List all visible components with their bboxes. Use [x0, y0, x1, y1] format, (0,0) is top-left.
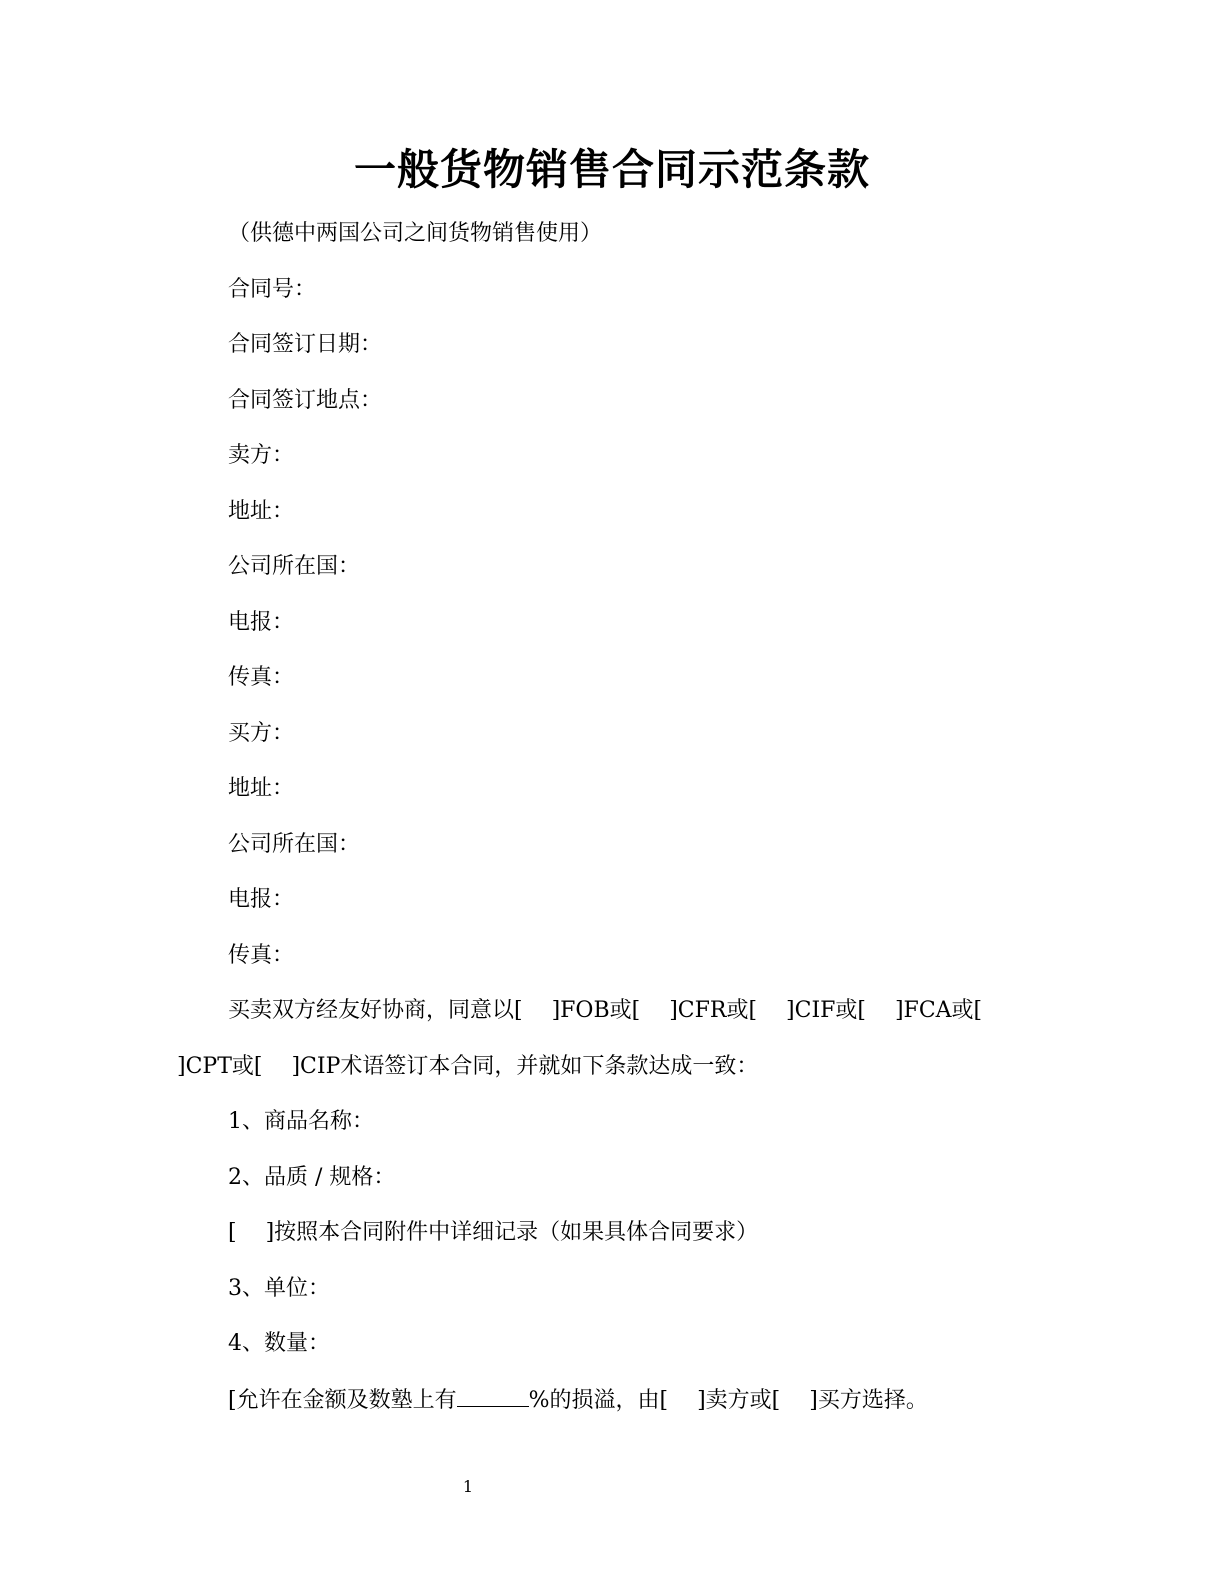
buyer-address-field: 地址： [228, 776, 295, 801]
seller-field: 卖方： [228, 443, 295, 468]
tolerance-clause [228, 1384, 928, 1417]
seller-fax-field: 传真： [228, 665, 295, 690]
document-subtitle: （供德中两国公司之间货物销售使用） [228, 221, 603, 246]
buyer-field: 买方： [228, 721, 295, 746]
document-title: 一般货物销售合同示范条款 [353, 145, 870, 194]
tolerance-text-after: %的损溢，由[ ]卖方或[ ]买方选择。 [528, 1388, 928, 1413]
tolerance-text-before: [允许在金额及数塾上有 [228, 1388, 457, 1413]
trade-terms-paragraph-line-1: 买卖双方经友好协商，同意以[ ]FOB或[ ]CFR或[ ]CIF或[ ]FCA或[ [228, 998, 983, 1023]
buyer-country-field: 公司所在国： [228, 832, 361, 857]
seller-country-field: 公司所在国： [228, 554, 361, 579]
seller-telegraph-field: 电报： [228, 610, 295, 635]
buyer-fax-field: 传真： [228, 943, 295, 968]
seller-address-field: 地址： [228, 499, 295, 524]
contract-sign-date-field: 合同签订日期： [228, 332, 383, 357]
clause-quality-spec: 2、品质 / 规格： [228, 1165, 396, 1190]
clause-unit: 3、单位： [228, 1276, 330, 1301]
trade-terms-paragraph-line-2: ]CPT或[ ]CIP术语签订本合同，并就如下条款达成一致： [177, 1054, 759, 1079]
clause-quantity: 4、数量： [228, 1331, 330, 1356]
clause-quality-spec-note: [ ]按照本合同附件中详细记录（如果具体合同要求） [228, 1220, 759, 1245]
clause-product-name: 1、商品名称： [228, 1109, 374, 1134]
contract-number-field: 合同号： [228, 277, 317, 302]
buyer-telegraph-field: 电报： [228, 887, 295, 912]
tolerance-percent-blank [457, 1384, 529, 1407]
page-number: 1 [462, 1477, 474, 1496]
contract-sign-place-field: 合同签订地点： [228, 388, 383, 413]
